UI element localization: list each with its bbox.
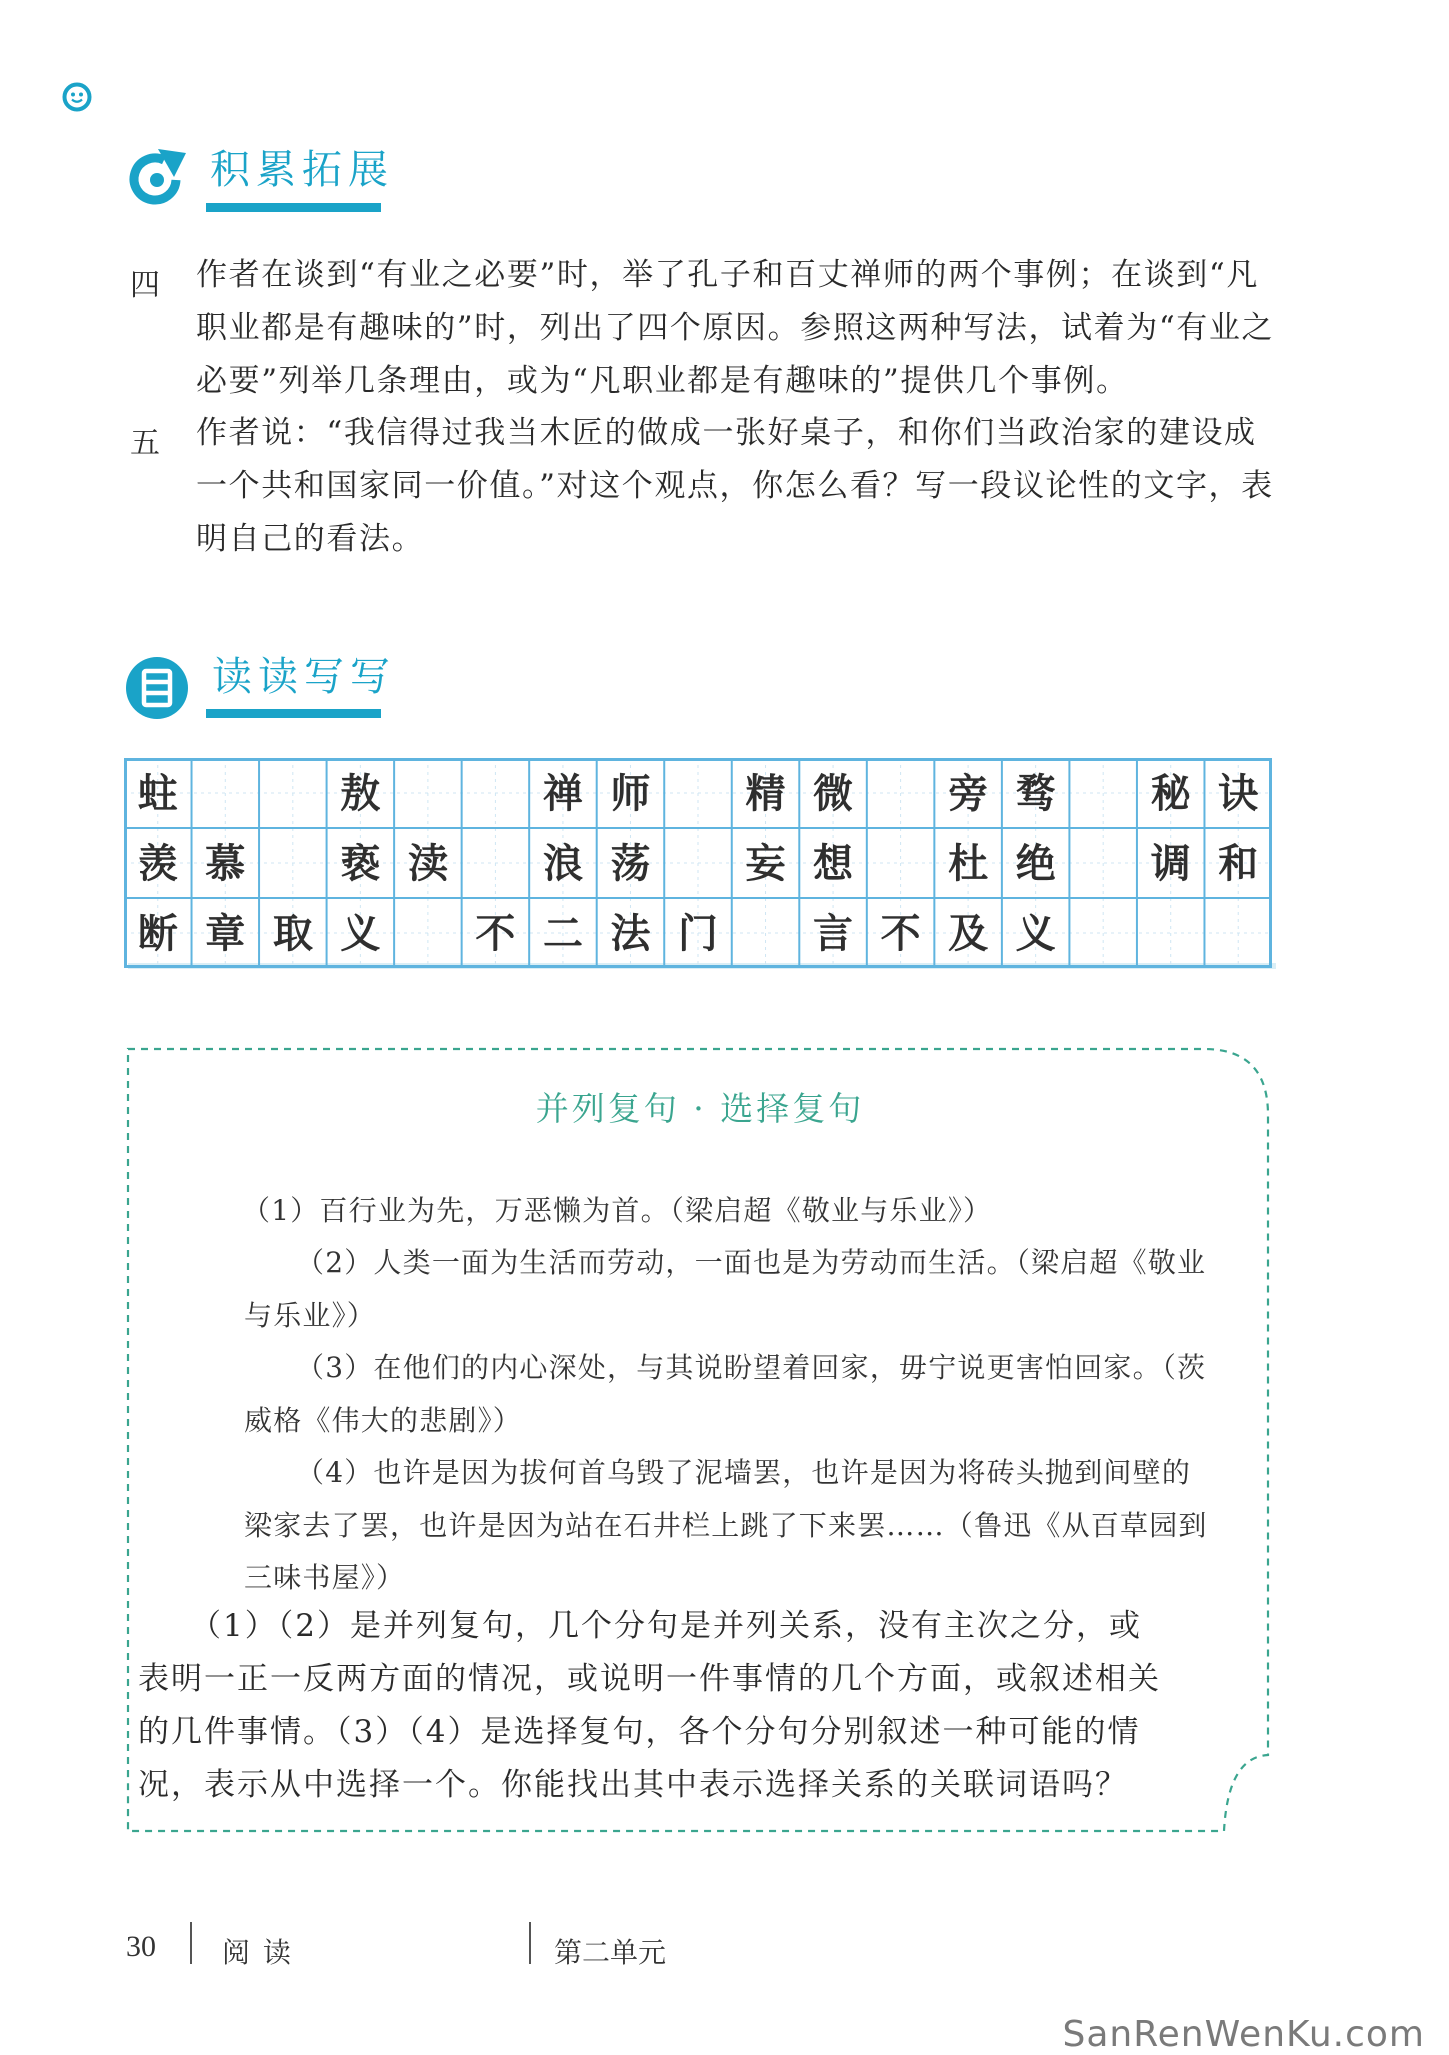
- grid-character: 言: [813, 910, 854, 957]
- section-title-read-write: 读读写写: [212, 654, 396, 700]
- question-number-5: 五: [130, 426, 160, 461]
- footer-divider: [190, 1922, 192, 1964]
- grid-character: 不: [880, 910, 921, 957]
- character-grid: [124, 758, 1272, 968]
- grid-character: 断: [137, 910, 178, 957]
- grid-character: 荡: [610, 840, 651, 887]
- section-title-underline: [206, 709, 381, 718]
- refresh-arrow-icon: [124, 147, 190, 213]
- question-text-5: 作者说：“我信得过我当木匠的做成一张好桌子，和你们当政治家的建设成一个共和国家同一价值。”对这个观点，你怎么看？写一段议论性的文字，表明自己的看法。: [196, 415, 1274, 557]
- grid-character: 慕: [205, 840, 246, 887]
- grid-character: 精: [745, 770, 786, 817]
- grid-character: 浪: [542, 840, 583, 887]
- grid-character: 旁: [948, 770, 989, 817]
- grid-character: 法: [610, 910, 651, 957]
- example-1: （1）百行业为先，万恶懒为首。（梁启超《敬业与乐业》）: [242, 1194, 993, 1227]
- example-3: （3）在他们的内心深处，与其说盼望着回家，毋宁说更害怕回家。（茨威格《伟大的悲剧》）: [244, 1351, 1207, 1437]
- grid-character: 蛀: [137, 770, 178, 817]
- section-title-underline: [206, 203, 381, 212]
- grid-character: 二: [542, 910, 583, 957]
- grid-character: 调: [1150, 840, 1191, 887]
- grid-character: 秘: [1150, 770, 1191, 817]
- watermark-text: SanRenWenKu.com: [1062, 2014, 1425, 2055]
- footer-unit: 第二单元: [554, 1936, 667, 1969]
- grid-character: 章: [205, 910, 246, 957]
- grid-character: 禅: [542, 770, 583, 817]
- grid-character: 绝: [1015, 840, 1056, 887]
- grid-character: 亵: [340, 840, 381, 887]
- footer-category: 阅 读: [222, 1936, 293, 1969]
- grid-character: 想: [813, 840, 854, 887]
- knowledge-box-title: 并列复句 · 选择复句: [535, 1089, 865, 1128]
- footer-divider: [529, 1922, 531, 1964]
- grid-character: 师: [610, 770, 651, 817]
- example-4: （4）也许是因为拔何首乌毁了泥墙罢，也许是因为将砖头抛到间壁的梁家去了罢，也许是因为站在石井栏上跳了下来罢……（鲁迅《从百草园到三味书屋》）: [244, 1456, 1208, 1594]
- grid-character: 取: [272, 910, 313, 957]
- grid-character: 敖: [340, 770, 381, 817]
- grid-character: 羡: [137, 840, 178, 887]
- grid-character: 渎: [407, 840, 448, 887]
- question-text-4: 作者在谈到“有业之必要”时，举了孔子和百丈禅师的两个事例；在谈到“凡职业都是有趣味的”时，列出了四个原因。参照这两种写法，试着为“有业之必要”列举几条理由，或为“凡职业都是有趣味的”提供几个事例。: [196, 257, 1275, 399]
- grid-character: 骛: [1015, 770, 1056, 817]
- grid-character: 杜: [948, 840, 989, 887]
- grid-character: 不: [475, 910, 516, 957]
- grid-character: 诀: [1218, 770, 1259, 817]
- section-list-icon: [124, 655, 190, 721]
- grid-character: 义: [340, 910, 381, 957]
- section-title-accumulate: 积累拓展: [210, 147, 394, 193]
- grid-character: 和: [1218, 840, 1259, 887]
- grid-character: 及: [948, 910, 989, 957]
- example-2: （2）人类一面为生活而劳动，一面也是为劳动而生活。（梁启超《敬业与乐业》）: [244, 1246, 1207, 1332]
- grid-character: 微: [813, 770, 854, 817]
- grid-character: 妄: [745, 840, 786, 887]
- question-number-4: 四: [130, 268, 160, 303]
- grid-character: 义: [1015, 910, 1056, 957]
- smiley-icon: [62, 82, 92, 112]
- grid-character: 门: [678, 910, 718, 957]
- page-number: 30: [126, 1930, 156, 1963]
- explanation-text: （1）（2）是并列复句，几个分句是并列关系，没有主次之分，或表明一正一反两方面的情况，或说明一件事情的几个方面，或叙述相关的几件事情。（3）（4）是选择复句，各个分句分别叙述一种可能的情况，表示从中选择一个。你能找出其中表示选择关系的关联词语吗？: [138, 1608, 1161, 1803]
